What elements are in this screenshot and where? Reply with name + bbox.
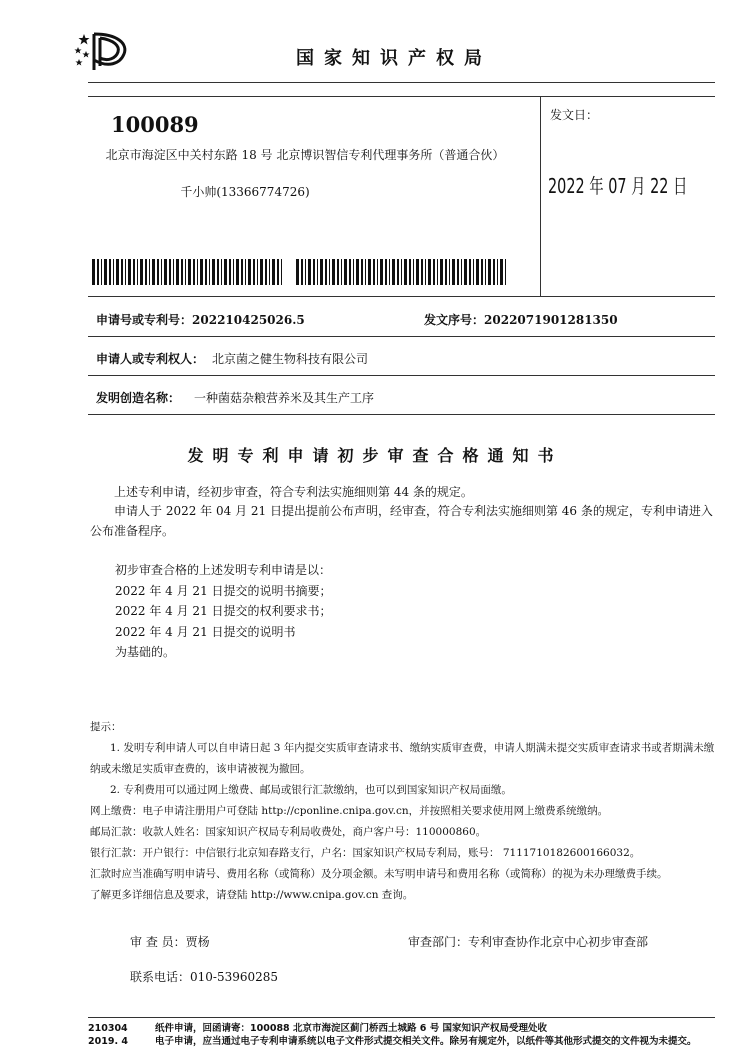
basis-line: 2022 年 4 月 21 日提交的说明书摘要；	[115, 583, 332, 598]
notice-paragraph-1: 上述专利申请，经初步审查，符合专利法实施细则第 44 条的规定。	[114, 485, 473, 499]
barcode-right	[296, 259, 506, 285]
tip-more-info: 了解更多详细信息及要求，请登陆 http://www.cnipa.gov.cn 查询。	[90, 889, 414, 901]
top-rule	[88, 82, 715, 83]
recipient-address: 北京市海淀区中关村东路 18 号 北京博识智信专利代理事务所（普通合伙）	[105, 148, 505, 162]
tip-online-payment: 网上缴费：电子申请注册用户可登陆 http://cponline.cnipa.gov.cn，并按照相关要求使用网上缴费系统缴纳。	[90, 805, 609, 817]
examination-department: 审查部门：专利审查协作北京中心初步审查部	[408, 935, 649, 949]
footer-instructions: 纸件申请，回函请寄：100088 北京市海淀区蓟门桥西土城路 6 号 国家知识产权局受理处收 电子申请，应当通过电子专利申请系统以电子文件形式提交相关文件。除另有规定外，以纸件等其他形式提交的文件视为未提交。	[155, 1023, 697, 1047]
document-number-field: 发文序号：2022071901281350	[424, 313, 618, 327]
basis-line: 2022 年 4 月 21 日提交的权利要求书；	[115, 604, 332, 618]
tip-payment-note: 汇款时应当准确写明申请号、费用名称（或简称）及分项金额。未写明申请号和费用名称（或简称）的视为未办理缴费手续。	[90, 868, 668, 880]
date-value: 2022 年 07 月 22 日	[548, 174, 688, 198]
row-border	[88, 375, 715, 376]
recipient-contact: 千小帅(13366774726)	[180, 185, 310, 199]
bottom-rule	[88, 1017, 715, 1018]
row-border	[88, 336, 715, 337]
notice-title: 发明专利申请初步审查合格通知书	[187, 446, 563, 465]
tip-bank-payment: 银行汇款：开户银行：中信银行北京知春路支行，户名：国家知识产权局专利局，账号： 7111710182600166032。	[90, 847, 641, 859]
application-number-field: 申请号或专利号：202210425026.5	[96, 313, 305, 327]
basis-line: 2022 年 4 月 21 日提交的说明书	[115, 624, 296, 639]
basis-list	[115, 560, 332, 663]
date-label: 发文日：	[550, 108, 599, 122]
row-border	[88, 296, 715, 297]
cnipa-logo-icon	[74, 30, 132, 72]
basis-line: 初步审查合格的上述发明专利申请是以：	[115, 563, 332, 577]
notice-paragraph-2: 申请人于 2022 年 04 月 21 日提出提前公布声明，经审查，符合专利法实施细则第 46 条的规定，专利申请进入公布准备程序。	[90, 504, 713, 538]
form-code: 210304 2019. 4	[88, 1023, 128, 1047]
header-top-border	[88, 96, 715, 97]
tips-heading: 提示：	[90, 721, 122, 733]
tips-section	[90, 717, 720, 906]
applicant-field: 申请人或专利权人： 北京菌之健生物科技有限公司	[96, 352, 369, 366]
basis-line: 为基础的。	[115, 645, 176, 659]
postcode: 100089	[111, 112, 199, 137]
contact-phone: 联系电话：010-53960285	[130, 970, 279, 984]
tip-item-1: 1. 发明专利申请人可以自申请日起 3 年内提交实质审查请求书、缴纳实质审查费，申请人期满未提交实质审查请求书或者期满未缴纳或未缴足实质审查费的，该申请被视为撤回。	[90, 742, 715, 775]
examiner: 审 查 员：贾杨	[130, 935, 210, 949]
tip-item-2: 2. 专利费用可以通过网上缴费、邮局或银行汇款缴纳，也可以到国家知识产权局面缴。	[110, 784, 512, 796]
invention-title-field: 发明创造名称： 一种菌菇杂粮营养米及其生产工序	[96, 391, 375, 405]
row-border	[88, 414, 715, 415]
office-name: 国家知识产权局	[296, 48, 492, 69]
header-divider	[540, 96, 541, 296]
tip-postal-payment: 邮局汇款：收款人姓名：国家知识产权局专利局收费处，商户客户号：110000860。	[90, 826, 487, 838]
barcode-left	[92, 259, 282, 285]
